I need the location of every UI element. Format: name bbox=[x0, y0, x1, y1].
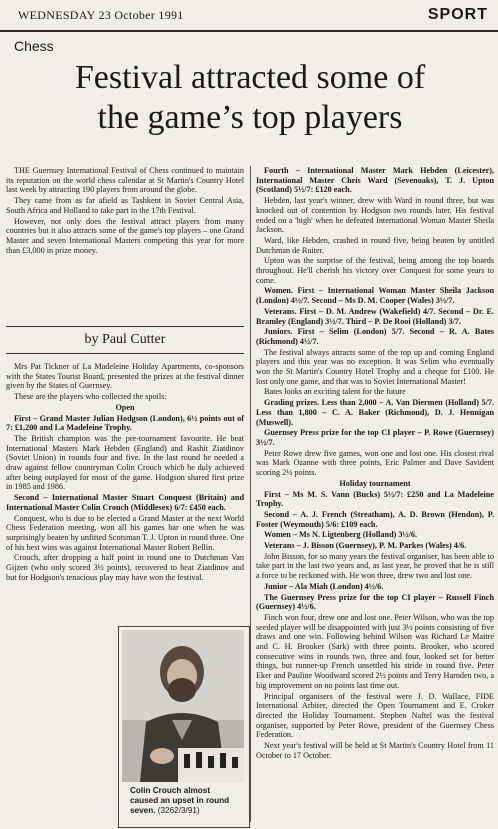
body-paragraph: Guernsey Press prize for the top CI player – P. Rowe (Guernsey) 3½/7. bbox=[256, 428, 494, 447]
left-body-column bbox=[6, 362, 244, 583]
body-paragraph: The Guernsey Press prize for the top CI player – Russell Finch (Guernsey) 4½/6. bbox=[256, 592, 494, 612]
byline: by Paul Cutter bbox=[6, 326, 244, 354]
subheading: Holiday tournament bbox=[339, 478, 411, 488]
body-paragraph: Crouch, after dropping a half point in round one to Dutchman Van Gijzen (who only scored 3½ points), recovered to beat Ziatdinov and but for Hodgson's tenacious play may have won the festival. bbox=[6, 553, 244, 582]
subheading: Open bbox=[115, 402, 135, 412]
body-paragraph: Veterans – J. Bisson (Guernsey), P. M. Parkes (Wales) 4/6. bbox=[264, 541, 467, 551]
column-divider bbox=[250, 166, 251, 822]
section-label: SPORT bbox=[427, 6, 488, 23]
headline-line-2: the game’s top players bbox=[97, 99, 403, 136]
portrait-image bbox=[122, 630, 244, 782]
right-body-column bbox=[256, 166, 494, 761]
intro-paragraph: However, not only does the festival attract players from many countries but it also attracts some of the game's top players – one Grand Master and seven International Masters competing this year for more than £3,000 in prize money. bbox=[6, 216, 244, 255]
kicker: Chess bbox=[14, 38, 54, 54]
body-paragraph: These are the players who collected the spoils: bbox=[14, 392, 167, 402]
body-paragraph: Upton was the surprise of the festival, being among the top boards throughout. He'll cherish his victory over Conquest for some years to come. bbox=[256, 256, 494, 285]
body-paragraph: Grading prizes. Less than 2,000 – A. Van Diermen (Holland) 5/7. Less than 1,800 – C. A. Baker (Richmond), D. J. Hennigan (Muswell). bbox=[256, 398, 494, 427]
photo-caption bbox=[122, 782, 244, 816]
body-paragraph: Finch won four, drew one and lost one. Peter Wilson, who was the top seeded player will be disappointed with just 3½ points consisting of five draws and one win. Following behind Wilson was Richard Le Maitre and C. H. Brooker (Sark) with three points. Brooker, who scored consecutive wins in rounds two, three and four, looked set for better things, but runner-up French unsettled his stride in round five. Peter Eker and Pauline Woodward scored 2½ points and Terry Harnden two, a big improvement on no points last time out. bbox=[256, 612, 494, 690]
body-paragraph: Fourth – International Master Mark Hebden (Leicester), International Master Chris Ward (Sevenoaks), T. J. Upton (Scotland) 5½/7: £120 each. bbox=[256, 166, 494, 195]
body-paragraph: Peter Rowe drew five games, won one and lost one. His closest rival was Mark Ozanne with three points, Eric Palmer and Dave Savident scoring 2½ points. bbox=[256, 448, 494, 478]
body-paragraph: Junior – Ala Miah (London) 4½/6. bbox=[264, 581, 384, 591]
headline-line-1: Festival attracted some of bbox=[74, 59, 426, 96]
body-paragraph: Second – A. J. French (Streatham), A. D. Brown (Hendon), P. Foster (Weymouth) 5/6: £109 each. bbox=[256, 509, 494, 529]
body-paragraph: The British champion was the pre-tournament favourite. He beat International Masters Mark Hebden (England) and Rashit Ziatdinov (Soviet Union) in rounds four and five. In the last round he needed a draw against fellow countryman Colin Crouch which he duly achieved after being outplayed for most of the game. Hodgson shared first prize in 1985 and 1986. bbox=[6, 433, 244, 492]
body-paragraph: Hebden, last year's winner, drew with Ward in round three, but was knocked out of contention by Hodgson two rounds later. His festival ended on a 'high' when he defeated International Woman Master Sheila Jackson. bbox=[256, 196, 494, 235]
portrait-photo bbox=[122, 630, 244, 782]
body-paragraph: Ward, like Hebden, crashed in round five, being beaten by untitled Dutchman de Ruiter. bbox=[256, 235, 494, 255]
body-paragraph: First – Grand Master Julian Hodgson (London), 6½ points out of 7: £1,200 and La Madeleine Trophy. bbox=[6, 413, 244, 433]
caption-ref: (3262/3/91) bbox=[157, 806, 200, 815]
body-paragraph: Next year's festival will be held at St Martin's Country Hotel from 11 October to 17 October. bbox=[256, 741, 494, 760]
body-paragraph: John Bisson, for so many years the festival organiser, has been able to take part in the last two years and, as last year, he proved that he is still a force to be reckoned with. He won three, drew two and lost one. bbox=[256, 551, 494, 581]
intro-paragraph: They came from as far afield as Tashkent in Soviet Central Asia, South Africa and Holland to take part in the 17th Festival. bbox=[6, 196, 244, 215]
body-paragraph: Juniors. First – Selim (London) 5/7. Second – R. A. Bates (Richmond) 4½/7. bbox=[256, 327, 494, 346]
intro-column bbox=[6, 166, 244, 256]
body-paragraph: Veterans. First – D. M. Andrew (Wakefield) 4/7. Second – Dr. E. Bramley (England) 3½/7. Third – P. De Rooi (Holland) 3/7. bbox=[256, 306, 494, 326]
body-paragraph: Second – International Master Stuart Conquest (Britain) and International Master Colin Crouch (Middlesex) 6/7: £450 each. bbox=[6, 493, 244, 512]
body-paragraph: Women – Ms N. Ligtenberg (Holland) 3½/6. bbox=[264, 530, 418, 540]
caption-text: Colin Crouch almost caused an upset in round seven. bbox=[130, 786, 230, 815]
body-paragraph: First – Ms M. S. Vann (Bucks) 5½/7: £250 and La Madeleine Trophy. bbox=[256, 489, 494, 509]
body-paragraph: Principal organisers of the festival were J. D. Wallace, FIDE International Arbiter, directed the Open Tournament and E. Croker directed the Holiday Tournament. Stephen Naftel was the festival organiser, supported by Peter Rowe, president of the Guernsey Chess Federation. bbox=[256, 691, 494, 740]
headline bbox=[20, 58, 480, 138]
intro-paragraph: THE Guernsey International Festival of Chess continued to maintain its reputation on the world chess calendar at St Martin's Country Hotel last week by attracting 190 players from around the globe. bbox=[6, 166, 244, 195]
body-paragraph: Conquest, who is due to be elected a Grand Master at the next World Chess Federation meeting, won all his games bar one when he was surprisingly beaten by unfitted Scotsman T. J. Upton in round three. One of his best wins was against International Master Robert Bellin. bbox=[6, 513, 245, 552]
body-paragraph: Bates looks an exciting talent for the future bbox=[264, 387, 406, 397]
page-header bbox=[0, 0, 498, 32]
body-paragraph: Mrs Pat Tickner of La Madeleine Holiday Apartments, co-sponsors with the States Tourist Board, presented the prizes at the festival dinner given by the States of Guernsey. bbox=[6, 362, 244, 391]
dateline: WEDNESDAY 23 October 1991 bbox=[18, 8, 184, 22]
body-paragraph: The festival always attracts some of the top up and coming England players and this year was no exception. It was Selim who eventually won the St Martin's Country Hotel Trophy and a cheque for £100. He lost only one game, and that was to Soviet International Master! bbox=[256, 347, 494, 386]
body-paragraph: Women. First – International Woman Master Sheila Jackson (London) 4½/7. Second – Ms D. M. Cooper (Wales) 3½/7. bbox=[256, 286, 494, 306]
